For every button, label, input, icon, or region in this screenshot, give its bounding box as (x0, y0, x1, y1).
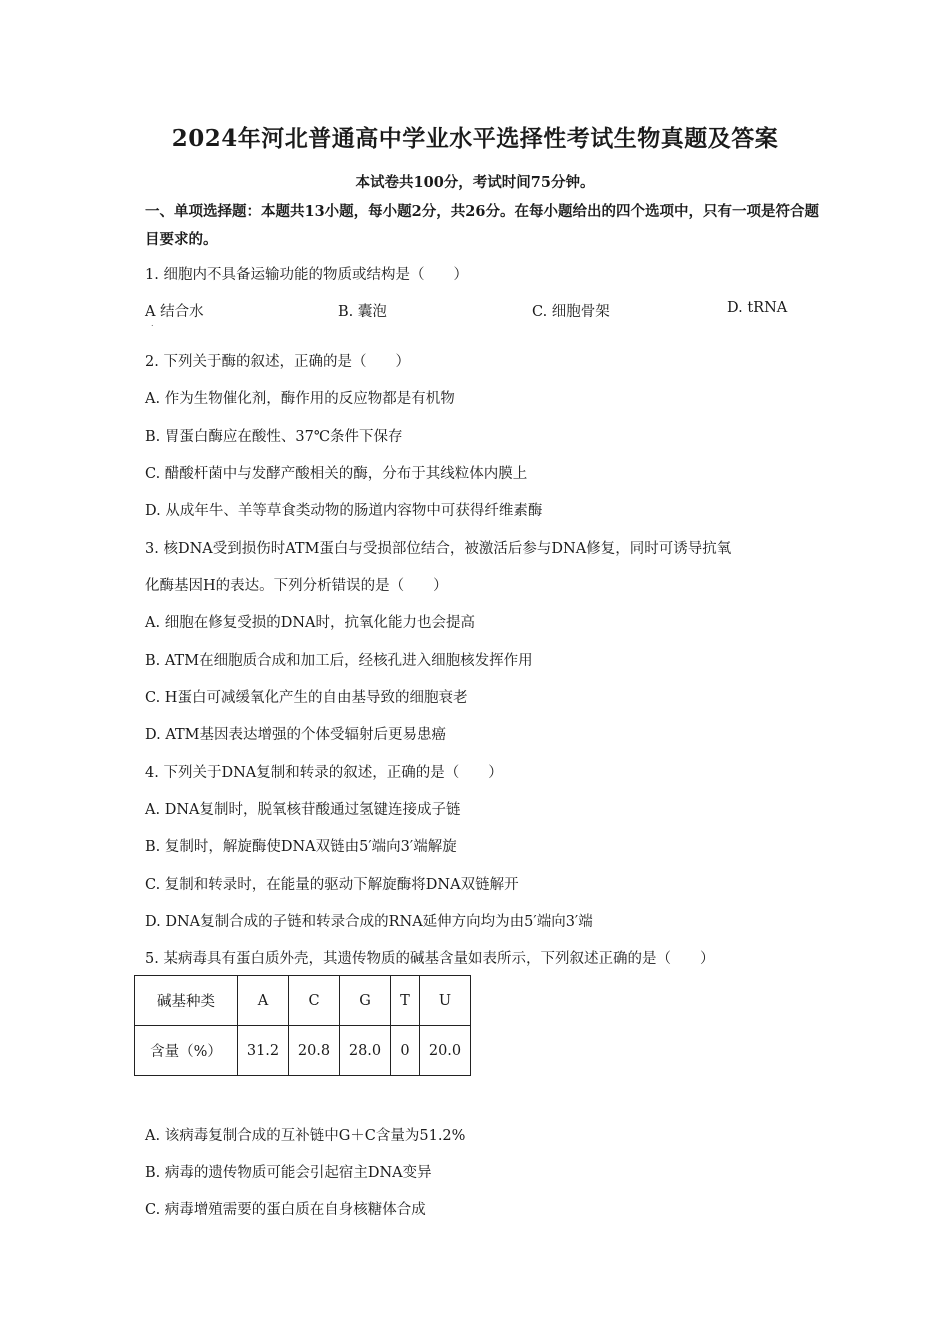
table-cell: 20.0 (420, 1026, 471, 1076)
question-5-option-c: C. 病毒增殖需要的蛋白质在自身核糖体合成 (145, 1202, 426, 1218)
question-2-stem: 2. 下列关于酶的叙述，正确的是（ ） (145, 354, 410, 370)
table-cell: 28.0 (340, 1026, 391, 1076)
question-1-option-b: B. 囊泡 (338, 304, 387, 320)
table-header-cell: 碱基种类 (135, 976, 238, 1026)
question-4-option-d: D. DNA复制合成的子链和转录合成的RNA延伸方向均为由5′端向3′端 (145, 914, 593, 930)
question-4-option-c: C. 复制和转录时，在能量的驱动下解旋酶将DNA双链解开 (145, 877, 519, 893)
question-5-option-b: B. 病毒的遗传物质可能会引起宿主DNA变异 (145, 1165, 432, 1181)
question-1-option-d: D. tRNA (727, 300, 788, 316)
question-4-option-b: B. 复制时，解旋酶使DNA双链由5′端向3′端解旋 (145, 839, 457, 855)
section-heading: 一、单项选择题：本题共13小题，每小题2分，共26分。在每小题给出的四个选项中，只有一项是符合题目要求的。 (145, 203, 819, 248)
question-2-option-a: A. 作为生物催化剂，酶作用的反应物都是有机物 (145, 391, 455, 407)
question-4-stem: 4. 下列关于DNA复制和转录的叙述，正确的是（ ） (145, 765, 503, 781)
table-header-cell: T (391, 976, 420, 1026)
table-cell: 0 (391, 1026, 420, 1076)
question-2-option-d: D. 从成年牛、羊等草食类动物的肠道内容物中可获得纤维素酶 (145, 503, 543, 519)
table-row (135, 976, 471, 1026)
question-2-option-b: B. 胃蛋白酶应在酸性、37℃条件下保存 (145, 429, 403, 445)
table-cell: 20.8 (289, 1026, 340, 1076)
table-row (135, 1026, 471, 1076)
question-3-option-c: C. H蛋白可减缓氧化产生的自由基导致的细胞衰老 (145, 690, 468, 706)
question-3-option-a: A. 细胞在修复受损的DNA时，抗氧化能力也会提高 (145, 615, 475, 631)
table-cell: 含量（%） (135, 1026, 238, 1076)
table-header-cell: A (238, 976, 289, 1026)
question-3-stem-line-2: 化酶基因H的表达。下列分析错误的是（ ） (145, 578, 448, 594)
base-content-table (134, 975, 471, 1076)
stray-mark: . (151, 319, 154, 328)
question-2-option-c: C. 醋酸杆菌中与发酵产酸相关的酶，分布于其线粒体内膜上 (145, 466, 528, 482)
question-1-option-a: A 结合水 (145, 304, 204, 320)
exam-subtitle: 本试卷共100分，考试时间75分钟。 (355, 174, 595, 191)
question-3-option-b: B. ATM在细胞质合成和加工后，经核孔进入细胞核发挥作用 (145, 653, 533, 669)
question-3-stem-line-1: 3. 核DNA受到损伤时ATM蛋白与受损部位结合，被激活后参与DNA修复，同时可诱导抗氧 (145, 541, 732, 557)
question-1-option-c: C. 细胞骨架 (532, 304, 610, 320)
question-1-stem: 1. 细胞内不具备运输功能的物质或结构是（ ） (145, 267, 468, 283)
table-header-cell: G (340, 976, 391, 1026)
question-4-option-a: A. DNA复制时，脱氧核苷酸通过氢键连接成子链 (145, 802, 461, 818)
question-5-stem: 5. 某病毒具有蛋白质外壳，其遗传物质的碱基含量如表所示，下列叙述正确的是（ ） (145, 951, 715, 967)
exam-title: 2024年河北普通高中学业水平选择性考试生物真题及答案 (171, 125, 779, 152)
table-cell: 31.2 (238, 1026, 289, 1076)
table-header-cell: U (420, 976, 471, 1026)
question-5-option-a: A. 该病毒复制合成的互补链中G＋C含量为51.2% (145, 1128, 466, 1144)
table-header-cell: C (289, 976, 340, 1026)
question-3-option-d: D. ATM基因表达增强的个体受辐射后更易患癌 (145, 727, 447, 743)
